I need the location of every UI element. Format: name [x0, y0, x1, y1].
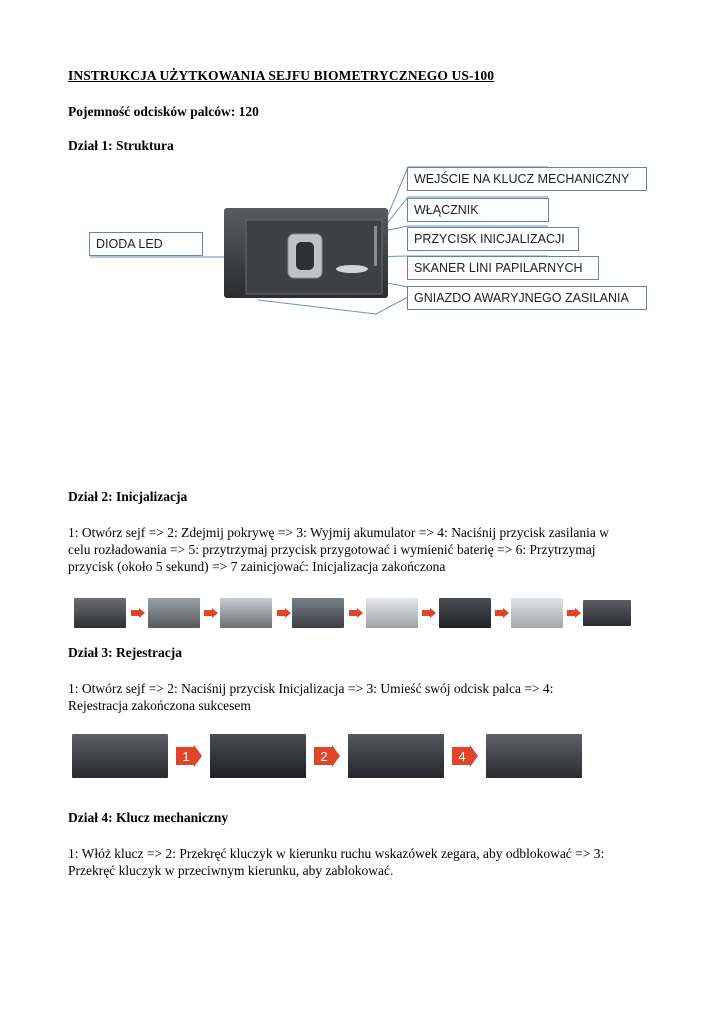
step-1-badge-icon [176, 745, 202, 767]
reg-step-photo-3 [348, 734, 444, 778]
section4-text-line2: Przekręć kluczyk w przeciwnym kierunku, aby zablokować. [68, 863, 394, 878]
section2-text-line2: celu rozładowania => 5: przytrzymaj przycisk przygotować i wymienić baterię => 6: Przytrzymaj [68, 542, 596, 557]
arrow-icon [131, 608, 145, 618]
label-scanner: SKANER LINI PAPILARNYCH [407, 256, 599, 280]
section3-text-line2: Rejestracja zakończona sukcesem [68, 698, 251, 713]
label-init-button: PRZYCISK INICJALIZACJI [407, 227, 579, 251]
arrow-icon [277, 608, 291, 618]
label-power-switch: WŁĄCZNIK [407, 198, 549, 222]
step-2-badge-icon [314, 745, 340, 767]
init-step-photo-5 [366, 598, 418, 628]
reg-step-photo-1 [72, 734, 168, 778]
arrow-icon [567, 608, 581, 618]
init-step-photo-4 [292, 598, 344, 628]
section2-text-line1: 1: Otwórz sejf => 2: Zdejmij pokrywę => 3: Wyjmij akumulator => 4: Naciśnij przycisk zasilania w [68, 525, 610, 540]
section3-heading: Dział 3: Rejestracja [68, 645, 182, 660]
section3-text-line1: 1: Otwórz sejf => 2: Naciśnij przycisk Inicjalizacja => 3: Umieść swój odcisk palca => 4: [68, 681, 554, 696]
section4-heading: Dział 4: Klucz mechaniczny [68, 810, 229, 825]
section2-text-line3: przycisk (około 5 sekund) => 7 zainicjować: Inicjalizacja zakończona [68, 559, 446, 574]
init-step-photo-8 [583, 600, 631, 626]
section4-text-line1: 1: Włóż klucz => 2: Przekręć kluczyk w kierunku ruchu wskazówek zegara, aby odblokować => 3: [68, 846, 605, 861]
init-step-photo-1 [74, 598, 126, 628]
svg-text:4: 4 [458, 749, 466, 764]
arrow-icon [422, 608, 436, 618]
safe-image [222, 206, 392, 302]
step-4-badge-icon [452, 745, 478, 767]
section1-heading: Dział 1: Struktura [68, 138, 174, 153]
arrow-icon [495, 608, 509, 618]
init-step-photo-3 [220, 598, 272, 628]
init-step-photo-7 [511, 598, 563, 628]
reg-step-photo-4 [486, 734, 582, 778]
label-key-slot: WEJŚCIE NA KLUCZ MECHANICZNY [407, 167, 647, 191]
arrow-icon [204, 608, 218, 618]
capacity-text: Pojemność odcisków palców: 120 [68, 104, 259, 119]
svg-text:1: 1 [182, 749, 190, 764]
svg-text:2: 2 [320, 749, 328, 764]
document-title: INSTRUKCJA UŻYTKOWANIA SEJFU BIOMETRYCZNEGO US-100 [68, 68, 495, 83]
init-step-photo-2 [148, 598, 200, 628]
label-led: DIODA LED [89, 232, 203, 256]
arrow-icon [349, 608, 363, 618]
label-emergency-power: GNIAZDO AWARYJNEGO ZASILANIA [407, 286, 647, 310]
section2-heading: Dział 2: Inicjalizacja [68, 489, 188, 504]
init-step-photo-6 [439, 598, 491, 628]
reg-step-photo-2 [210, 734, 306, 778]
